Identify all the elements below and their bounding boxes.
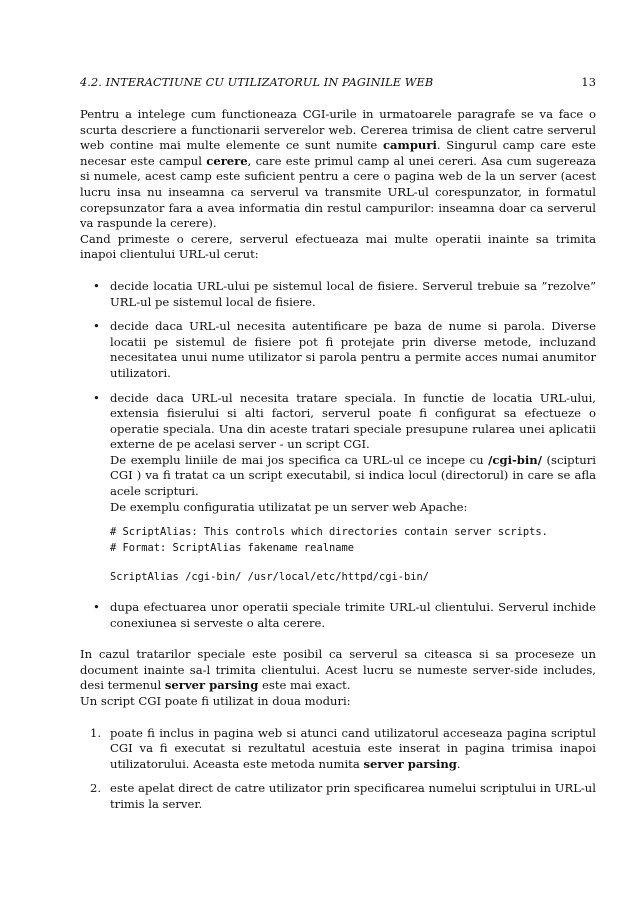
item-number: 1. — [90, 725, 102, 740]
request-paragraph: Cand primeste o cerere, serverul efectueaza mai multe operatii inainte sa trimita inapoi clientului URL-ul cerut: — [80, 231, 596, 262]
list-item — [82, 726, 596, 773]
apache-example-text: De exemplu configuratia utilizatat pe un server web Apache: — [110, 499, 468, 514]
running-header — [80, 76, 596, 89]
example-text: (scipturi CGI ) va fi tratat ca un script executabil, si indica locul (directorul) in care se afla acele scripturi. — [110, 452, 596, 499]
document-page — [80, 76, 596, 822]
intro-text-1: Pentru a intelege cum functioneaza CGI-urile in urmatoarele paragrafe se va face o scurta descriere a functionarii serverelor web. Cererea trimisa de client catre serverul web contine mai multe elemente ce sunt numite — [80, 107, 596, 153]
term-campuri: campuri — [382, 138, 437, 153]
code-line: # Format: ScriptAlias fakename realname — [110, 541, 354, 554]
operations-list — [80, 279, 596, 631]
list-item — [90, 600, 596, 631]
bullet-marker: • — [93, 278, 100, 293]
list-item — [90, 319, 596, 381]
list-item-text: . — [456, 756, 461, 771]
bullet-marker: • — [93, 390, 100, 405]
term-cerere: cerere — [206, 153, 248, 168]
list-item-text: dupa efectuarea unor operatii speciale trimite URL-ul clientului. Serverul inchide conexiunea si serveste o alta cerere. — [110, 600, 596, 630]
page-number: 13 — [581, 76, 596, 89]
code-block — [110, 525, 596, 586]
list-item-text: poate fi inclus in pagina web si atunci cand utilizatorul acceseaza pagina scriptul CGI va fi executat si rezultatul acestuia este inserat in pagina trimisa inapoi utilizatorului. Aceasta este metoda numita — [110, 725, 596, 771]
code-line: # ScriptAlias: This controls which directories contain server scripts. — [110, 526, 548, 539]
bullet-marker: • — [93, 600, 100, 615]
example-text: De exemplu liniile de mai jos specifica ca URL-ul ce incepe cu — [110, 452, 489, 467]
list-item — [82, 781, 596, 812]
usage-paragraph: Un script CGI poate fi utilizat in doua moduri: — [80, 694, 351, 708]
cgi-bin-path: /cgi-bin/ — [488, 452, 542, 467]
code-line: ScriptAlias /cgi-bin/ /usr/local/etc/httpd/cgi-bin/ — [110, 571, 430, 584]
term-server-parsing: server parsing — [164, 678, 259, 693]
paragraph-text: In cazul tratarilor speciale este posibil ca serverul sa citeasca si sa proceseze un document inainte sa-l trimita clientului. Acest lucru se numeste server-side includes, desi termenul — [80, 647, 596, 693]
list-item-text: decide daca URL-ul necesita autentificare pe baza de nume si parola. Diverse locatii pe sistemul de fisiere pot fi protejate prin diverse metode, incluzand necesitatea unui nume utilizator si parola pentru a permite acces numai anumitor utilizatori. — [110, 319, 596, 380]
paragraph-text: este mai exact. — [258, 678, 351, 693]
item-number: 2. — [90, 781, 102, 796]
list-item-body — [110, 391, 596, 587]
usage-list — [80, 726, 596, 813]
list-item-text: decide daca URL-ul necesita tratare speciala. In functie de locatia URL-ului, extensia fisierului si alti factori, serverul poate fi configurat sa efectueze o operatie speciala. Una din aceste tratari speciale presupune rularea unei aplicatii externe de pe acelasi server - un script CGI. — [110, 390, 596, 452]
term-server-parsing: server parsing — [363, 756, 457, 771]
section-title: 4.2. INTERACTIUNE CU UTILIZATORUL IN PAGINILE WEB — [80, 76, 434, 89]
list-item — [90, 279, 596, 310]
list-item-text: decide locatia URL-ului pe sistemul local de fisiere. Serverul trebuie sa ”rezolve” URL-ul pe sistemul local de fisiere. — [110, 278, 596, 309]
server-parsing-paragraph — [80, 647, 596, 694]
intro-text-3: , care este primul camp al unei cereri. Asa cum sugereaza si numele, acest camp este suficient pentru a cere o pagina web de la un server (acest lucru insa nu inseamna ca serverul va transmite URL-ul corespunzator, in formatul corepsunzator fara a avea informatia din restul campurilor: inseamna doar ca serverul va raspunde la cerere). — [80, 153, 596, 231]
cgi-bin-example — [110, 453, 596, 500]
list-item-text: este apelat direct de catre utilizator prin specificarea numelui scriptului in URL-ul trimis la server. — [110, 781, 596, 811]
bullet-marker: • — [93, 319, 100, 334]
list-item — [90, 391, 596, 587]
intro-text-2: . Singurul camp care este necesar este campul — [80, 138, 596, 168]
intro-paragraph — [80, 107, 596, 232]
